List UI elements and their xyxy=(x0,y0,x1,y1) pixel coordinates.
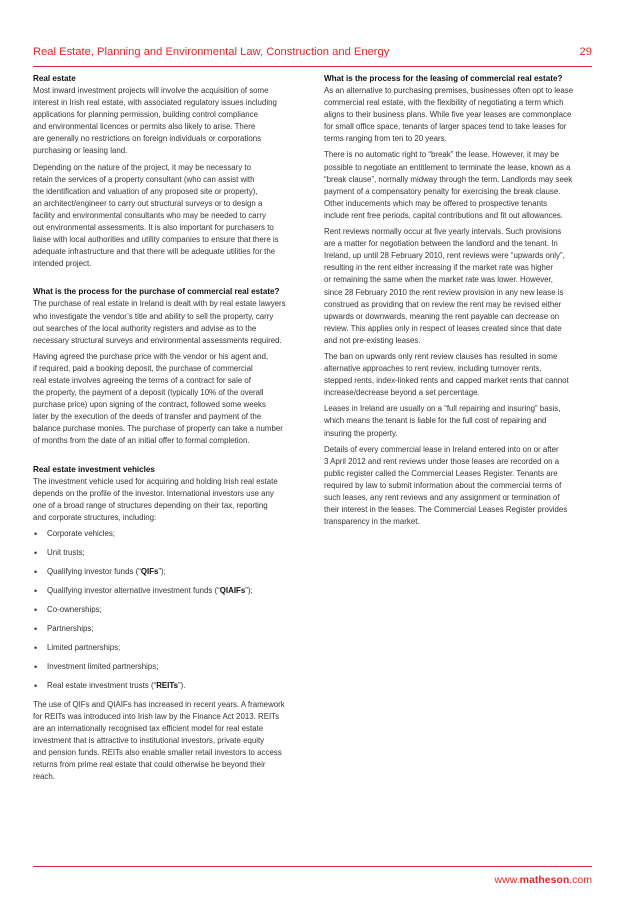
paragraph: Depending on the nature of the project, it may be necessary to retain the services of a property consultant (who can assist with the identification and valuation of any proposed site or property), an architect/engineer to carry out structural surveys or to design a facility and environmental consultants who may be needed to carry out environmental assessments. It is also important for purchasers to liaise with local authorities and utility companies to ensure that there is adequate infrastructure and that there will be adequate utilities for the intended project. xyxy=(33,162,279,269)
left-column xyxy=(33,73,305,788)
section-title-real-estate: Real estate xyxy=(33,74,76,83)
bullet-icon: • xyxy=(34,604,38,615)
bullet-icon: • xyxy=(34,680,38,691)
section-title-leasing-process: What is the process for the leasing of commercial real estate? xyxy=(324,74,563,83)
page-number: 29 xyxy=(579,46,592,58)
list-item: • Investment limited partnerships; xyxy=(34,661,159,672)
paragraph: The ban on upwards only rent review clauses has resulted in some alternative approaches to rent review, including turnover rents, stepped rents, index-linked rents and capped market rents that cannot increase/decrease beyond a set percentage. xyxy=(324,351,569,398)
list-item: • Partnerships; xyxy=(34,623,94,634)
paragraph: Details of every commercial lease in Ireland entered into on or after 3 April 2012 and rent reviews under those leases are recorded on a public register called the Commercial Leases Register. Tenants are required by law to submit information about the commercial terms of such leases, any rent reviews and any assignment or termination of their interest in the leases. The Commercial Leases Register provides transparency in the market. xyxy=(324,444,568,527)
bullet-icon: • xyxy=(34,585,38,596)
paragraph: The purchase of real estate in Ireland is dealt with by real estate lawyers who investigate the vendor’s title and ability to sell the property, carry out searches of the local authority registers and advise as to the necessary structural surveys and environmental assessments required. xyxy=(33,299,286,345)
bullet-icon: • xyxy=(34,642,38,653)
list-item: • Unit trusts; xyxy=(34,547,85,558)
list-item: • Qualifying investor alternative investment funds (“QIAIFs”); xyxy=(34,585,253,596)
paragraph: Most inward investment projects will involve the acquisition of some interest in Irish real estate, with associated regulatory issues including applications for planning permission, building control compliance and environmental licences or permits also likely to arise. There are generally no restrictions on foreign individuals or corporations purchasing or leasing land. xyxy=(33,86,277,156)
page-header xyxy=(33,43,592,65)
paragraph: The investment vehicle used for acquiring and holding Irish real estate depends on the profile of the investor. International investors use any one of a broad range of structures depending on their tax, reporting and corporate structures, including: xyxy=(33,476,278,522)
list-item: • Limited partnerships; xyxy=(34,642,121,653)
investment-vehicle-list xyxy=(33,528,305,692)
paragraph: As an alternative to purchasing premises, businesses often opt to lease commercial real estate, with the flexibility of negotiating a term which aligns to their business plans. While five year leases are commonplace for small office space, tenants of larger spaces tend to take leases for terms ranging from ten to 20 years. xyxy=(324,86,574,144)
paragraph: Leases in Ireland are usually on a “full repairing and insuring” basis, which means the tenant is liable for the full cost of repairing and insuring the property. xyxy=(324,404,561,438)
list-item: • Qualifying investor funds (“QIFs”); xyxy=(34,566,166,577)
paragraph: Rent reviews normally occur at five yearly intervals. Such provisions are a matter for negotiation between the landlord and the tenant. In Ireland, up until 28 February 2010, rent reviews were “upwards only”, resulting in the rent either increasing if the market rate was higher or remaining the same when the market rate was lower. However, since 28 February 2010 the rent review provision in any new lease is construed as providing that on review the rent may be revised either upwards or downwards, meaning the rent payable can decrease on review. This applies only in respect of leases created since that date and not pre-existing leases. xyxy=(324,227,565,345)
bullet-icon: • xyxy=(34,661,38,672)
paragraph: There is no automatic right to “break” the lease. However, it may be possible to negotiate an entitlement to terminate the lease, known as a “break clause”, normally midway through the term. Landlords may seek payment of a compensatory penalty for exercising the break clause. Other inducements which may be offered to prospective tenants include rent free periods, capital contributions and fit out allowances. xyxy=(324,150,573,220)
bullet-icon: • xyxy=(34,528,38,539)
paragraph: Having agreed the purchase price with the vendor or his agent and, if required, paid a booking deposit, the purchase of commercial real estate involves agreeing the terms of a contract for sale of the property, the payment of a deposit (typically 10% of the overall purchase price) upon signing of the contract, followed some weeks later by the execution of the deeds of transfer and payment of the balance purchase monies. The purchase of property can take a number of months from the date of an initial offer to formal completion. xyxy=(33,351,283,446)
right-column xyxy=(324,73,592,532)
list-item: • Co-ownerships; xyxy=(34,604,102,615)
section-title-investment-vehicles: Real estate investment vehicles xyxy=(33,464,155,474)
header-divider xyxy=(33,66,592,67)
bullet-icon: • xyxy=(34,623,38,634)
bullet-icon: • xyxy=(34,566,38,577)
header-title: Real Estate, Planning and Environmental Law, Construction and Energy xyxy=(33,46,390,58)
section-title-purchase-process: What is the process for the purchase of commercial real estate? xyxy=(33,287,280,297)
paragraph: The use of QIFs and QIAIFs has increased in recent years. A framework for REITs was introduced into Irish law by the Finance Act 2013. REITs are an internationally recognised tax efficient model for real estate investment that is attractive to institutional investors, private equity and pension funds. REITs also enable smaller retail investors to access returns from prime real estate that could otherwise be beyond their reach. xyxy=(33,699,285,782)
bullet-icon: • xyxy=(34,547,38,558)
footer-website-link[interactable]: www.matheson.com xyxy=(494,874,592,886)
list-item: • Corporate vehicles; xyxy=(34,528,115,539)
list-item: • Real estate investment trusts (“REITs”). xyxy=(34,680,186,691)
footer-divider xyxy=(33,866,592,867)
